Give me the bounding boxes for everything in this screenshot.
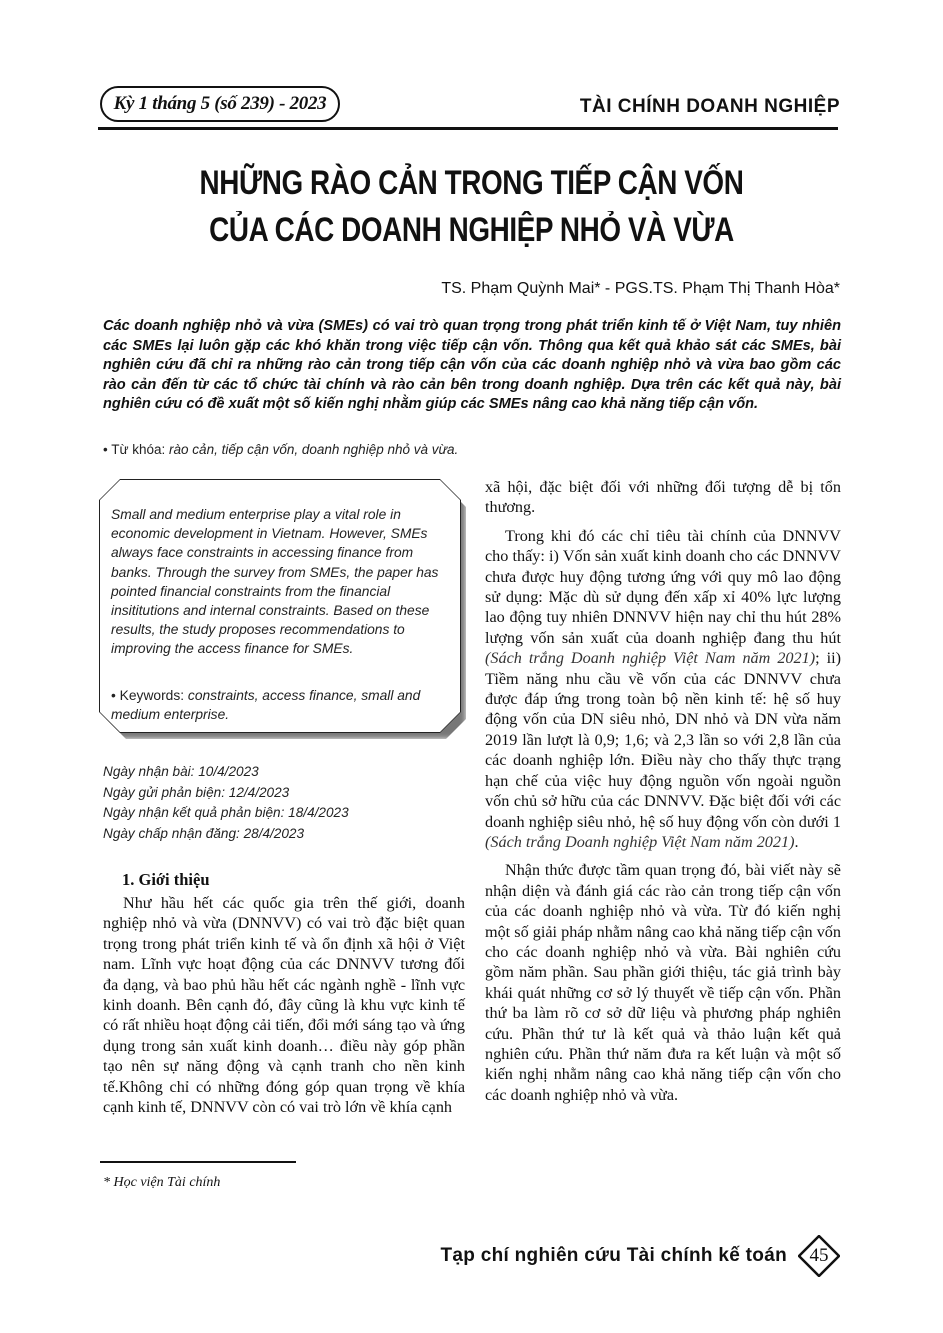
- body-column-left: [103, 893, 465, 1117]
- keywords-label: • Keywords:: [111, 688, 188, 703]
- keywords-label: • Từ khóa:: [103, 442, 170, 457]
- issue-badge: Kỳ 1 tháng 5 (số 239) - 2023: [100, 86, 340, 122]
- date-review-result: Ngày nhận kết quả phản biện: 18/4/2023: [103, 805, 349, 820]
- date-accepted: Ngày chấp nhận đăng: 28/4/2023: [103, 825, 305, 841]
- paragraph: xã hội, đặc biệt đối với những đối tượng dễ bị tổn thương.: [485, 478, 841, 517]
- header-divider: [98, 127, 838, 130]
- body-column-right: [485, 477, 841, 1105]
- citation: (Sách trắng Doanh nghiệp Việt Nam năm 2021): [485, 832, 795, 851]
- article-title-line-1: NHỮNG RÀO CẢN TRONG TIẾP CẬN VỐN: [199, 164, 744, 202]
- section-heading: 1. Giới thiệu: [122, 870, 210, 889]
- keywords-terms: constraints, access finance, small and medium enterprise.: [111, 688, 421, 723]
- date-received: Ngày nhận bài: 10/4/2023: [103, 764, 259, 779]
- footnote-divider: [100, 1161, 296, 1163]
- citation: (Sách trắng Doanh nghiệp Việt Nam năm 2021): [485, 649, 816, 668]
- paragraph-text: ; ii) Tiềm năng nhu cầu về vốn của các DNNVV chưa được đáp ứng trong toàn bộ nền kinh tế: hệ số huy động vốn của DN siêu nhỏ, DN nhỏ và DN vừa năm 2019 lần lượt là 0,9; 1,6; và 2,3 lần so với 2,8 lần của các doanh nghiệp lớn. Điều này cho thấy thực trạng hạn chế của việc huy động nguồn vốn ngoài nguồn vốn chủ sở hữu của các DNNVV. Đặc biệt đối với các doanh nghiệp siêu nhỏ, hệ số huy động vốn còn dưới 1: [485, 649, 841, 831]
- date-sent-review: Ngày gửi phản biện: 12/4/2023: [103, 784, 290, 800]
- page-number: 45: [809, 1245, 829, 1266]
- article-title-line-2: CỦA CÁC DOANH NGHIỆP NHỎ VÀ VỪA: [209, 211, 734, 249]
- footnote: * Học viện Tài chính: [103, 1175, 221, 1190]
- keywords-terms: rào cản, tiếp cận vốn, doanh nghiệp nhỏ và vừa.: [169, 442, 459, 457]
- article-dates: [103, 762, 349, 844]
- paragraph-text: .: [794, 832, 799, 851]
- paragraph: Nhận thức được tầm quan trọng đó, bài viết này sẽ nhận diện và đánh giá các rào cản trong tiếp cận vốn của các doanh nghiệp nhỏ và vừa. Từ đó kiến nghị một số giải pháp nhằm nâng cao khả năng tiếp cận vốn cho các doanh nghiệp nhỏ và vừa. Bài nghiên cứu gồm năm phần. Sau phần giới thiệu, tác giả trình bày khái quát những cơ sở lý thuyết về tiếp cận vốn. Phần thứ ba làm rõ cơ sở dữ liệu và phương pháp nghiên cứu. Phần thứ tư là kết quả và thảo luận kết quả nghiên cứu. Phần thứ năm đưa ra kết luận và một số kiến nghị nhằm nâng cao khả năng tiếp cận vốn cho các doanh nghiệp nhỏ và vừa.: [485, 861, 841, 1104]
- paragraph: Như hầu hết các quốc gia trên thế giới, doanh nghiệp nhỏ và vừa (DNNVV) có vai trò đặc biệt quan trọng trong phát triển kinh tế và ổn định xã hội ở Việt nam. Lĩnh vực hoạt động của các DNNVV tương đối đa dạng, và bao phủ hầu hết các ngành nghề - lĩnh vực kinh doanh. Bên cạnh đó, đây cũng là khu vực kinh tế có rất nhiều hoạt động cải tiến, đổi mới sáng tạo và ứng dụng trong sản xuất kinh doanh… điều này góp phần tạo nên sự năng động và cạnh tranh cho nền kinh tế.Không chỉ có những đóng góp quan trọng về khía cạnh kinh tế, DNNVV còn có vai trò lớn về khía cạnh: [103, 894, 465, 1117]
- section-label: TÀI CHÍNH DOANH NGHIỆP: [579, 96, 840, 117]
- keywords-vietnamese: [103, 442, 458, 457]
- abstract-english: Small and medium enterprise play a vital role in economic development in Vietnam. However, SMEs always face constraints in accessing finance from banks. Through the survey from SMEs, the paper has pointed financial constraints from the financial insititutions and internal constraints. Based on these results, the study proposes recommendations to improving the access finance for SMEs.: [111, 507, 439, 657]
- paragraph: [485, 526, 841, 853]
- abstract-vietnamese: Các doanh nghiệp nhỏ và vừa (SMEs) có vai trò quan trọng trong phát triển kinh tế ở Việt Nam, tuy nhiên các SMEs lại luôn gặp các khó khăn trong việc tiếp cận vốn. Thông qua kết quả khảo sát các SMEs, bài nghiên cứu đã chỉ ra những rào cản trong tiếp cận vốn của các doanh nghiệp nhỏ và vừa bao gồm các rào cản đến từ các tổ chức tài chính và rào cản bên trong doanh nghiệp. Dựa trên các kết quả này, bài nghiên cứu có đề xuất một số kiến nghị nhằm giúp các SMEs nâng cao khả năng tiếp cận vốn.: [103, 318, 841, 412]
- keywords-english: [111, 686, 456, 724]
- journal-name: Tạp chí nghiên cứu Tài chính kế toán: [440, 1245, 787, 1266]
- paragraph-text: Trong khi đó các chỉ tiêu tài chính của DNNVV cho thấy: i) Vốn sản xuất kinh doanh cho các DNNVV chưa được huy động tương ứng với quy mô lao động sử dụng: Mặc dù sử dụng đến xấp xỉ 40% lực lượng lao động tuy nhiên DNNVV hiện nay chỉ thu hút 28% lượng vốn sản xuất của doanh nghiệp đang thu hút: [485, 526, 841, 647]
- authors: TS. Phạm Quỳnh Mai* - PGS.TS. Phạm Thị Thanh Hòa*: [441, 280, 840, 297]
